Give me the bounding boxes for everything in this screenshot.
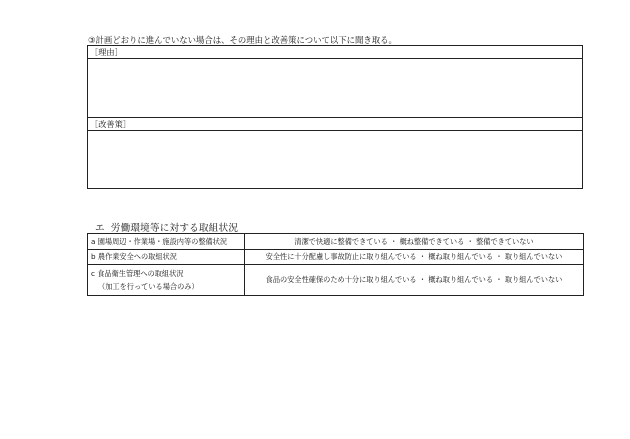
table-row — [88, 250, 584, 265]
row-options: 安全性に十分配慮し事故防止に取り組んでいる ・ 概ね取り組んでいる ・ 取り組んでいない — [245, 250, 584, 265]
row-category: b 農作業安全への取組状況 — [88, 250, 245, 265]
work-environment-table — [87, 233, 584, 296]
improvement-box — [87, 117, 583, 189]
row-category-cell — [88, 265, 245, 296]
table-row — [88, 265, 584, 296]
row-category: c 食品衛生管理への取組状況 — [91, 268, 184, 278]
section-mark: エ — [95, 223, 105, 234]
table-row — [88, 234, 584, 250]
row-category-note: （加工を行っている場合のみ） — [98, 281, 199, 291]
improvement-label: ［改善策］ — [88, 118, 582, 131]
row-category: a 園場周辺・作業場・施設内等の整備状況 — [88, 234, 245, 250]
intro-instruction: ③計画どおりに進んでいない場合は、その理由と改善策について以下に聞き取る。 — [88, 35, 397, 45]
reason-box — [87, 45, 583, 118]
row-options: 食品の安全性確保のため十分に取り組んでいる ・ 概ね取り組んでいる ・ 取り組んでいない — [245, 265, 584, 296]
row-options: 清潔で快適に整備できている ・ 概ね整備できている ・ 整備できていない — [245, 234, 584, 250]
reason-label: ［理由］ — [88, 46, 582, 59]
section-title: 労働環境等に対する取組状況 — [110, 223, 239, 234]
section-heading — [95, 220, 238, 234]
